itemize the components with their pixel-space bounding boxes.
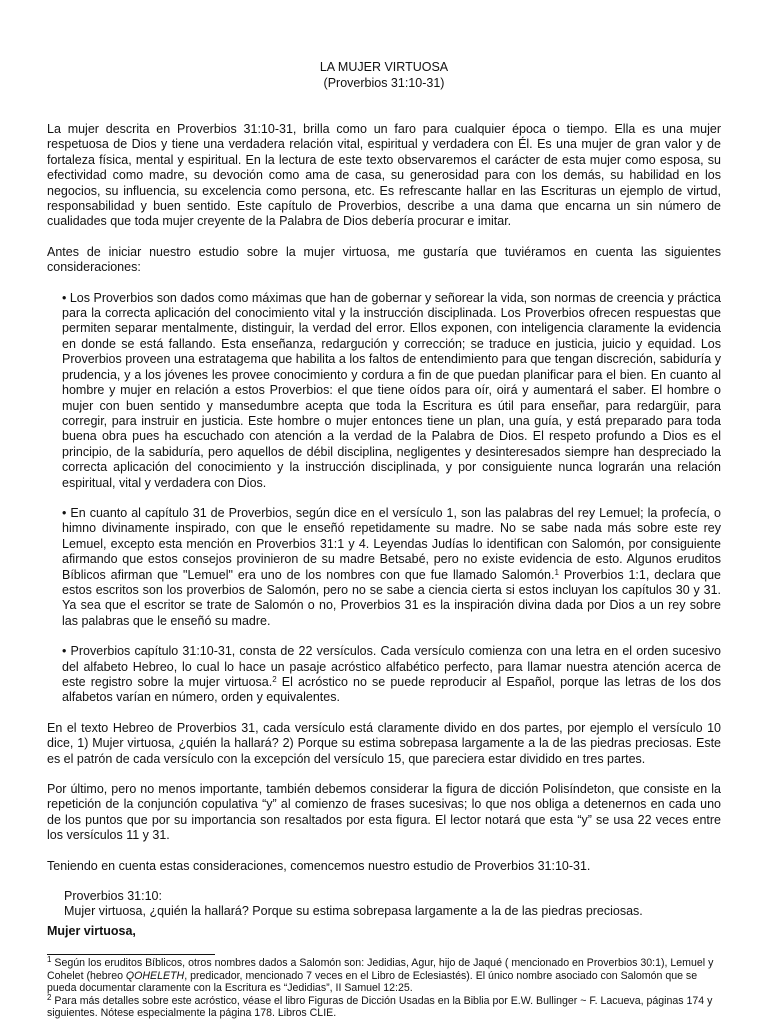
footnote-ref[interactable]: 2 xyxy=(272,675,277,684)
bullet-text: • En cuanto al capítulo 31 de Proverbios, según dice en el versículo 1, son las palabras del rey Lemuel; la profecía, o himno divinamente inspirado, con que le enseñó repetidamente su madre. No se sabe nada más sobre este rey Lemuel, excepto esta mención en Proverbios 31:1 y 4. Leyendas Judías lo identifican con Salomón, por consiguiente afirmando que estos consejos provinieron de su madre Betsabé, pero no existe evidencia de esto. Algunos eruditos Bíblicos afirman que "Lemuel" era uno de los nombres con que fue llamado Salomón. xyxy=(62,505,721,582)
footnote-text: , predicador, mencionado 7 veces en el Libro de Eclesiastés). El único nombre asociado con Salomón que se pueda documentar claramente con la Escritura es “Jedidias”, II Samuel 12:25. xyxy=(47,969,698,995)
footnote-ref[interactable]: 1 xyxy=(554,567,559,577)
scripture-quote xyxy=(64,889,721,920)
footnote-1 xyxy=(47,957,721,995)
title-block xyxy=(0,59,768,91)
footnotes xyxy=(47,957,721,1020)
polysyndeton-paragraph: Por último, pero no menos importante, también debemos considerar la figura de dicción Polisíndeton, que consiste en la repetición de la conjunción copulativa “y” al comienzo de frases sucesivas; lo que nos obliga a detenernos en cada uno de los puntos que por su importancia son resaltados por esta figura. El lector notará que esta “y” se usa 22 veces entre los versículos 11 y 31. xyxy=(47,782,721,843)
lead-paragraph: Antes de iniciar nuestro estudio sobre la mujer virtuosa, me gustaría que tuviéramos en cuenta las siguientes consideraciones: xyxy=(47,244,721,275)
page-title: LA MUJER VIRTUOSA xyxy=(319,60,449,74)
bullet-proverbs-purpose: • Los Proverbios son dados como máximas que han de gobernar y señorear la vida, son normas de creencia y práctica para la correcta aplicación del conocimiento vital y la instrucción disciplinada. Los Proverbios ofrecen respuestas que permiten separar mentalmente, distinguir, la verdad del error. Ellos exponen, con inteligencia claramente la evidencia en donde se está fallando. Esta enseñanza, redargución y corrección; se traduce en justicia, juicio y equidad. Los Proverbios proveen una estratagema que habilita a los faltos de entendimiento para que tengan discreción, sabiduría y prudencia, y a los jóvenes les provee conocimiento y cordura a fin de que puedan planificar para el bien. En cuanto al hombre y mujer en relación a estos Proverbios: el que tiene oídos para oír, oirá y aumentará el saber. El hombre o mujer con buen sentido y mansedumbre acepta que toda la Escritura es útil para enseñar, para redargüir, para corregir, para instruir en justicia. Este hombre o mujer entonces tiene un plan, una guía, y está preparado para toda buena obra pues ha escuchado con atención a la verdad de la Palabra de Dios. El respeto profundo a Dios es el principio, de la sabiduría, pero aquellos de débil disciplina, negligentes y desinteresados siempre han despreciado la correcta aplicación del conocimiento y la instrucción disciplinada, y por consiguiente nunca lograrán una relación espiritual, vital y verdadera con Dios. xyxy=(62,290,721,490)
bullet-text: El acróstico no se puede reproducir al Español, porque las letras de los dos alfabetos varían en número, orden y equivalentes. xyxy=(62,675,721,705)
hebrew-structure-paragraph: En el texto Hebreo de Proverbios 31, cada versículo está claramente divido en dos partes, por ejemplo el versículo 10 dice, 1) Mujer virtuosa, ¿quién la hallará? 2) Porque su estima sobrepasa largamente a la de las piedras preciosas. Este es el patrón de cada versículo con la excepción del versículo 15, que pareciera estar dividido en tres partes. xyxy=(47,720,721,766)
quote-text: Mujer virtuosa, ¿quién la hallará? Porque su estima sobrepasa largamente a la de las piedras preciosas. xyxy=(64,904,643,919)
considerations-list xyxy=(62,291,721,706)
section-heading: Mujer virtuosa, xyxy=(47,924,136,938)
footnote-2 xyxy=(47,992,721,1020)
bullet-acrostic xyxy=(62,644,721,706)
begin-study-paragraph: Teniendo en cuenta estas consideraciones, comencemos nuestro estudio de Proverbios 31:10-31. xyxy=(47,858,591,873)
footnote-divider xyxy=(47,954,215,955)
footnote-italic-term: QOHELETH xyxy=(125,969,185,982)
footnote-marker: 1 xyxy=(47,955,52,964)
footnote-text: Según los eruditos Bíblicos, otros nombres dados a Salomón son: Jedidias, Agur, hijo de Jaqué ( mencionado en Proverbios 30:1), Lemuel y Cohelet (hebreo xyxy=(47,957,714,982)
quote-reference: Proverbios 31:10: xyxy=(64,889,162,904)
footnote-text: Para más detalles sobre este acróstico, véase el libro Figuras de Dicción Usadas en la Biblia por E.W. Bullinger ~ F. Lacueva, páginas 174 y siguientes. Nótese especialmente la página 178. Libros CLIE. xyxy=(47,994,713,1020)
footnote-marker: 2 xyxy=(47,992,52,1002)
bullet-text: Proverbios 1:1, declara que estos escritos son los proverbios de Salomón, pero no se sabe a ciencia cierta si estos incluyan los capítulos 30 y 31. Ya sea que el escritor se trate de Salomón o no, Proverbios 31 es la inspiración divina dada por Dios a un rey sobre las palabras que le enseñó su madre. xyxy=(62,567,722,628)
bullet-king-lemuel xyxy=(62,506,721,629)
document-body xyxy=(47,122,721,920)
page-subtitle: (Proverbios 31:10-31) xyxy=(323,76,445,90)
intro-paragraph: La mujer descrita en Proverbios 31:10-31, brilla como un faro para cualquier época o tiempo. Ella es una mujer respetuosa de Dios y tiene una verdadera relación vital, espiritual y verdadera con Él. Es una mujer de gran valor y de fortaleza física, mental y espiritual. En la lectura de este texto observaremos el carácter de esta mujer como esposa, su efectividad como madre, su devoción como ama de casa, su generosidad para con los demás, su habilidad en los negocios, su influencia, su excelencia como persona, etc. Es refrescante hallar en las Escrituras un ejemplo de virtud, responsabilidad y buen sentido. Este capítulo de Proverbios, describe a una dama que encarna un sin número de cualidades que toda mujer creyente de la Palabra de Dios debería procurar e imitar. xyxy=(47,122,721,229)
bullet-text: • Proverbios capítulo 31:10-31, consta de 22 versículos. Cada versículo comienza con una letra en el orden sucesivo del alfabeto Hebreo, lo cual lo hace un pasaje acróstico alfabético perfecto, para llamar nuestra atención acerca de este registro sobre la mujer virtuosa. xyxy=(62,644,721,689)
